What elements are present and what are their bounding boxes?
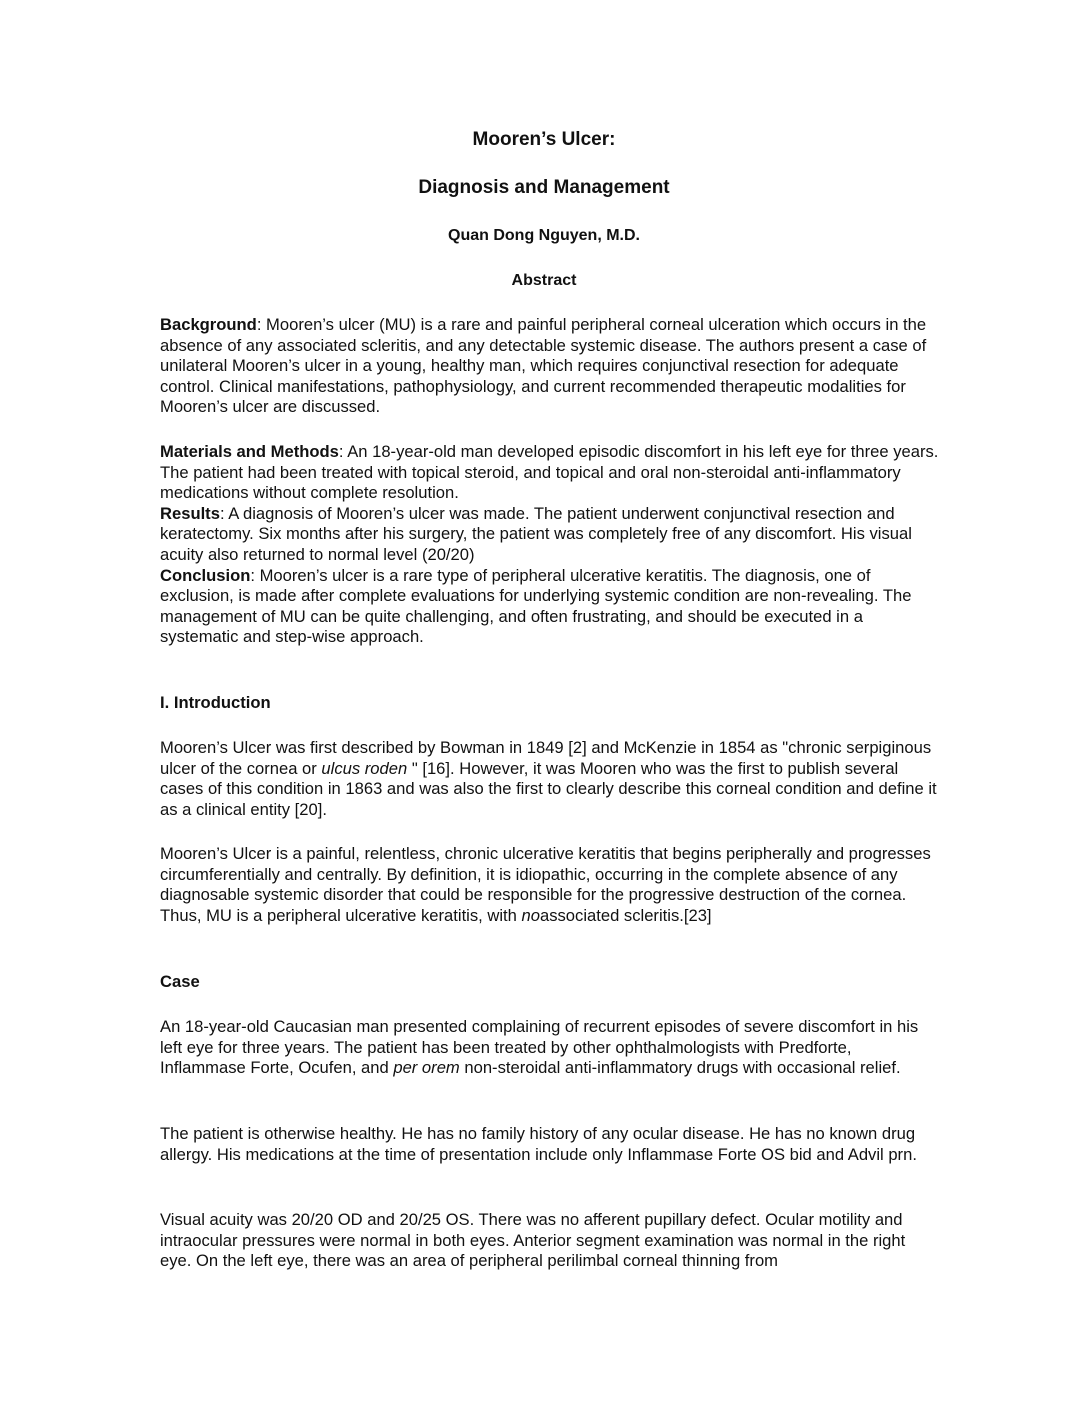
intro-p2-italic: no	[521, 905, 540, 925]
case-paragraph-2: The patient is otherwise healthy. He has no family history of any ocular disease. He has no known drug allergy. His medications at the time of presentation include only Inflammase Forte OS bid and Advil prn.	[160, 1124, 917, 1164]
intro-p1-text-a: Mooren’s Ulcer was first described by Bowman in 1849 [2] and McKenzie in 1854 as "chronic serpiginous ulcer of the cornea or	[160, 738, 932, 778]
methods-text: : An 18-year-old man developed episodic discomfort in his left eye for three years. The patient had been treated with topical steroid, and topical and oral non-steroidal anti-inflammatory medications without complete resolution.	[160, 442, 939, 503]
intro-p2-text-b: associated scleritis.[23]	[539, 905, 712, 925]
abstract-sections	[160, 442, 940, 648]
intro-paragraph-2	[160, 844, 940, 926]
author-name: Quan Dong Nguyen, M.D.	[448, 227, 640, 244]
methods-label: Materials and Methods	[160, 442, 339, 461]
intro-p1-text-b: " [16]. However, it was Mooren who was the first to publish several cases of this condition in 1863 and was also the first to clearly describe this corneal condition and define it as a clinical entity [20].	[160, 758, 937, 819]
abstract-methods	[160, 442, 940, 504]
case-heading: Case	[160, 972, 200, 991]
intro-p1-italic: ulcus roden	[321, 758, 408, 778]
title-line-1: Mooren’s Ulcer:	[472, 129, 616, 150]
case-paragraph-3: Visual acuity was 20/20 OD and 20/25 OS. There was no afferent pupillary defect. Ocular motility and intraocular pressures were normal in both eyes. Anterior segment examination was normal in the right eye. On the left eye, there was an area of peripheral perilimbal corneal thinning from	[160, 1210, 906, 1271]
background-label: Background	[160, 315, 257, 334]
conclusion-text: : Mooren’s ulcer is a rare type of peripheral ulcerative keratitis. The diagnosis, one of exclusion, is made after complete evaluations for underlying systemic condition are non-revealing. The management of MU can be quite challenging, and often frustrating, and should be executed in a systematic and step-wise approach.	[160, 565, 912, 647]
abstract-background	[160, 315, 940, 418]
case-p1-italic: per orem	[393, 1058, 460, 1078]
abstract-heading: Abstract	[511, 272, 577, 289]
case-p1-text-b: non-steroidal anti-inflammatory drugs with occasional relief.	[459, 1058, 901, 1078]
title-line-2: Diagnosis and Management	[418, 177, 670, 198]
case-p1-text-a: An 18-year-old Caucasian man presented complaining of recurrent episodes of severe discomfort in his left eye for three years. The patient has been treated by other ophthalmologists with Predforte, Inflammase Forte, Ocufen, and	[160, 1017, 919, 1078]
conclusion-label: Conclusion	[160, 565, 251, 585]
results-label: Results	[160, 503, 220, 523]
case-paragraph-1	[160, 1017, 940, 1079]
results-text: : A diagnosis of Mooren’s ulcer was made. The patient underwent conjunctival resection and keratectomy. Six months after his surgery, the patient was completely free of any discomfort. His visual acuity also returned to normal level (20/20)	[160, 503, 912, 564]
introduction-heading: I. Introduction	[160, 693, 271, 712]
background-text: : Mooren’s ulcer (MU) is a rare and painful peripheral corneal ulceration which occurs in the absence of any associated scleritis, and any detectable systemic disease. The authors present a case of unilateral Mooren’s ulcer in a young, healthy man, which requires conjunctival resection for adequate control. Clinical manifestations, pathophysiology, and current recommended therapeutic modalities for Mooren’s ulcer are discussed.	[160, 315, 927, 417]
intro-paragraph-1	[160, 738, 940, 820]
abstract-results	[160, 504, 940, 566]
abstract-conclusion	[160, 566, 940, 648]
intro-p2-text-a: Mooren’s Ulcer is a painful, relentless, chronic ulcerative keratitis that begins peripherally and progresses circumferentially and centrally. By definition, it is idiopathic, occurring in the complete absence of any diagnosable systemic disorder that could be responsible for the progressive destruction of the cornea. Thus, MU is a peripheral ulcerative keratitis, with	[160, 844, 931, 925]
